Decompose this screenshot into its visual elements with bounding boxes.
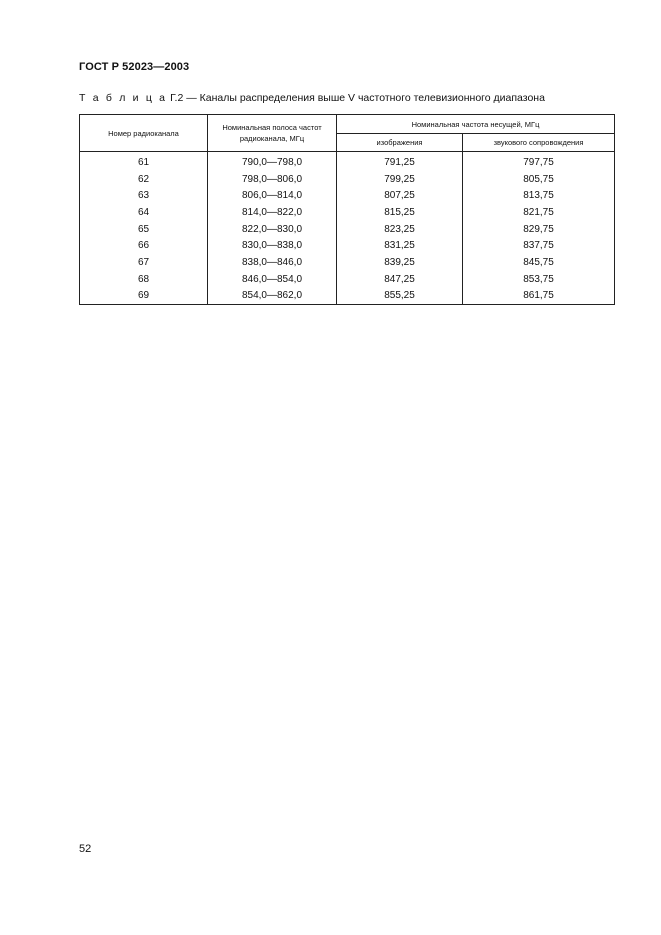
cell-sound: 837,75: [463, 237, 615, 254]
cell-sound: 853,75: [463, 271, 615, 288]
cell-image: 807,25: [337, 187, 463, 204]
cell-sound: 813,75: [463, 187, 615, 204]
cell-band: 822,0—830,0: [208, 221, 337, 238]
cell-band: 806,0—814,0: [208, 187, 337, 204]
table-row: [80, 237, 615, 254]
cell-band: 798,0—806,0: [208, 171, 337, 188]
document-id: ГОСТ Р 52023—2003: [79, 61, 190, 73]
cell-channel: 66: [80, 237, 208, 254]
cell-image: 799,25: [337, 171, 463, 188]
cell-sound: 829,75: [463, 221, 615, 238]
cell-band: 830,0—838,0: [208, 237, 337, 254]
cell-band: 790,0—798,0: [208, 152, 337, 171]
table-row: [80, 254, 615, 271]
cell-sound: 805,75: [463, 171, 615, 188]
cell-sound: 821,75: [463, 204, 615, 221]
cell-channel: 68: [80, 271, 208, 288]
table-row: [80, 288, 615, 305]
table-row: [80, 204, 615, 221]
page-number: 52: [79, 843, 92, 855]
table-row: [80, 152, 615, 171]
cell-image: 815,25: [337, 204, 463, 221]
table-caption: [79, 92, 545, 104]
header-band: Номинальная полоса частот радиоканала, МГц: [208, 115, 337, 152]
cell-sound: 845,75: [463, 254, 615, 271]
cell-sound: 861,75: [463, 288, 615, 305]
cell-image: 855,25: [337, 288, 463, 305]
cell-image: 823,25: [337, 221, 463, 238]
cell-image: 847,25: [337, 271, 463, 288]
table-row: [80, 187, 615, 204]
header-image: изображения: [337, 134, 463, 152]
table-row: [80, 271, 615, 288]
cell-channel: 61: [80, 152, 208, 171]
cell-band: 846,0—854,0: [208, 271, 337, 288]
channels-table: [79, 114, 615, 305]
cell-channel: 67: [80, 254, 208, 271]
cell-channel: 69: [80, 288, 208, 305]
cell-channel: 63: [80, 187, 208, 204]
cell-image: 839,25: [337, 254, 463, 271]
header-channel: Номер радиоканала: [80, 115, 208, 152]
cell-channel: 64: [80, 204, 208, 221]
table-row: [80, 221, 615, 238]
table-caption-label: Т а б л и ц а: [79, 92, 168, 104]
cell-image: 831,25: [337, 237, 463, 254]
cell-band: 838,0—846,0: [208, 254, 337, 271]
cell-band: 854,0—862,0: [208, 288, 337, 305]
cell-sound: 797,75: [463, 152, 615, 171]
header-sound: звукового сопровождения: [463, 134, 615, 152]
cell-image: 791,25: [337, 152, 463, 171]
table-caption-text: Г.2 — Каналы распределения выше V частотного телевизионного диапазона: [167, 92, 545, 104]
header-carrier: Номинальная частота несущей, МГц: [337, 115, 615, 134]
cell-channel: 65: [80, 221, 208, 238]
cell-band: 814,0—822,0: [208, 204, 337, 221]
table-row: [80, 171, 615, 188]
cell-channel: 62: [80, 171, 208, 188]
